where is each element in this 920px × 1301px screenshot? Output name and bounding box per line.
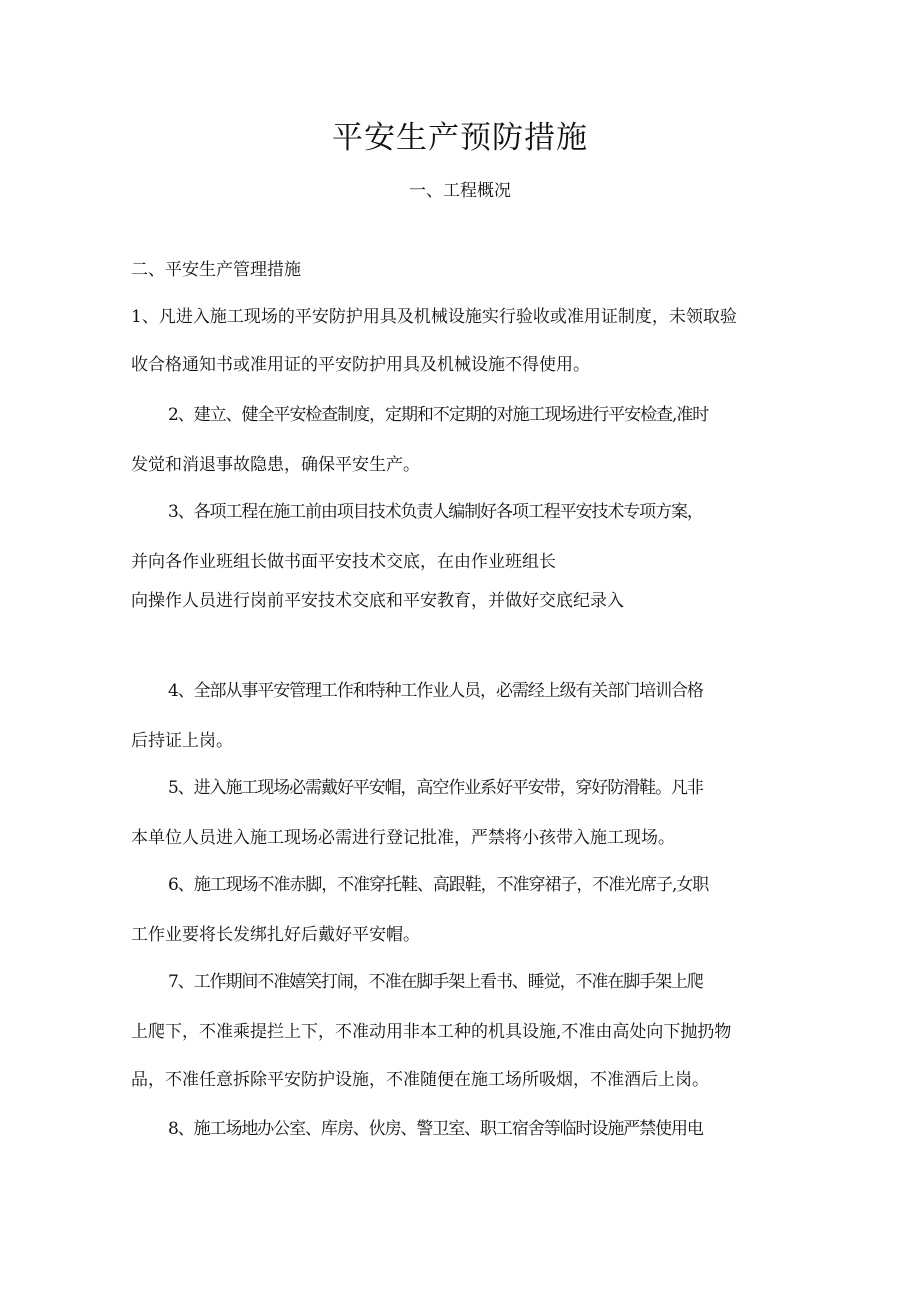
paragraph-line: 后持证上岗。 xyxy=(131,731,233,751)
paragraph-line: 8、施工场地办公室、库房、伙房、警卫室、职工宿舍等临时设施严禁使用电 xyxy=(168,1119,703,1139)
paragraph-line: 收合格通知书或准用证的平安防护用具及机械设施不得使用。 xyxy=(131,355,590,375)
line-text: 1、凡进入施工现场的平安防护用具及机械设施实行验收或准用证制度，未领取验 xyxy=(131,307,737,327)
paragraph-line: 上爬下，不准乘提拦上下，不准动用非本工种的机具设施,不准由高处向下抛扔物 xyxy=(131,1022,732,1042)
section-heading-overview: 一、工程概况 xyxy=(409,181,511,201)
paragraph-line: 6、施工现场不准赤脚，不准穿托鞋、高跟鞋，不准穿裙子，不准光席子,女职 xyxy=(168,875,709,895)
section-heading-management: 二、平安生产管理措施 xyxy=(131,260,301,280)
paragraph-line: 4、全部从事平安管理工作和特种工作业人员，必需经上级有关部门培训合格 xyxy=(168,681,703,701)
paragraph-line: 并向各作业班组长做书面平安技术交底，在由作业班组长 xyxy=(131,552,556,572)
paragraph-line: 工作业要将长发绑扎好后戴好平安帽。 xyxy=(131,925,420,945)
paragraph-line: 7、工作期间不准嬉笑打闹，不准在脚手架上看书、睡觉，不准在脚手架上爬 xyxy=(168,972,703,992)
paragraph-line: 向操作人员进行岗前平安技术交底和平安教育，并做好交底纪录入 xyxy=(131,591,624,611)
paragraph-line: 本单位人员进入施工现场必需进行登记批准，严禁将小孩带入施工现场。 xyxy=(131,828,675,848)
paragraph-line: 发觉和消退事故隐患，确保平安生产。 xyxy=(131,455,420,475)
paragraph-line: 品，不准任意拆除平安防护设施，不准随便在施工场所吸烟，不准酒后上岗。 xyxy=(131,1070,709,1090)
paragraph-line: 5、进入施工现场必需戴好平安帽，高空作业系好平安带，穿好防滑鞋。凡非 xyxy=(168,778,703,798)
paragraph-line: 2、建立、健全平安检查制度，定期和不定期的对施工现场进行平安检查,准时 xyxy=(168,405,709,425)
paragraph-line xyxy=(131,305,851,329)
document-title: 平安生产预防措施 xyxy=(332,120,588,156)
paragraph-line: 3、各项工程在施工前由项目技术负责人编制好各项工程平安技术专项方案， xyxy=(168,502,703,522)
